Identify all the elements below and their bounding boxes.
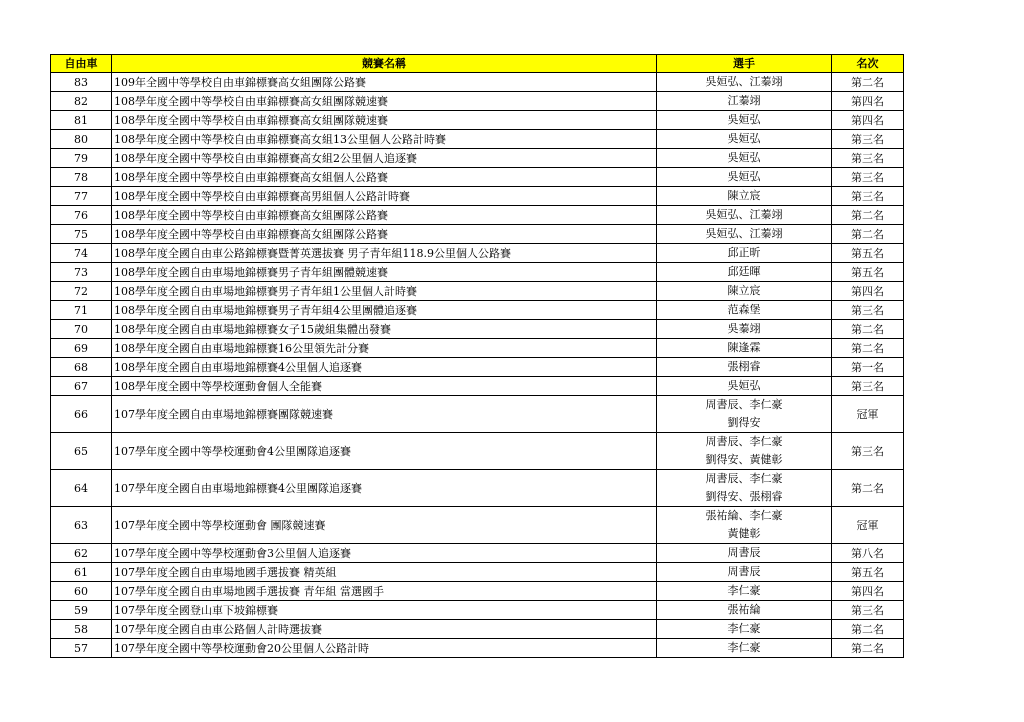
competition-name: 108學年度全國中等學校自由車錦標賽高女組個人公路賽 <box>112 168 657 187</box>
table-row <box>51 470 904 507</box>
rank: 第三名 <box>832 130 904 149</box>
row-number: 62 <box>51 544 112 563</box>
competition-name: 108學年度全國自由車公路錦標賽暨菁英選拔賽 男子青年組118.9公里個人公路賽 <box>112 244 657 263</box>
table-row <box>51 563 904 582</box>
player-name: 李仁豪 <box>727 622 761 635</box>
rank: 第四名 <box>832 582 904 601</box>
player-name: 張祐綸、李仁豪 <box>705 509 783 522</box>
player-cell <box>657 149 832 168</box>
player-cell <box>657 187 832 206</box>
player-name: 吳姮弘 <box>727 113 761 126</box>
competition-name: 107學年度全國自由車場地錦標賽4公里團隊追逐賽 <box>112 470 657 507</box>
row-number: 59 <box>51 601 112 620</box>
row-number: 76 <box>51 206 112 225</box>
row-number: 82 <box>51 92 112 111</box>
player-name: 范森堡 <box>727 303 761 316</box>
header-rank: 名次 <box>832 55 904 73</box>
table-row <box>51 225 904 244</box>
table-row <box>51 620 904 639</box>
player-cell <box>657 73 832 92</box>
rank: 冠軍 <box>832 396 904 433</box>
table-row <box>51 601 904 620</box>
table-row <box>51 433 904 470</box>
competition-name: 108學年度全國自由車場地錦標賽男子青年組1公里個人計時賽 <box>112 282 657 301</box>
results-table <box>50 54 904 658</box>
competition-name: 109年全國中等學校自由車錦標賽高女組團隊公路賽 <box>112 73 657 92</box>
player-cell <box>657 358 832 377</box>
player-name: 吳蓁翊 <box>727 322 761 335</box>
row-number: 63 <box>51 507 112 544</box>
header-no: 自由車 <box>51 55 112 73</box>
player-cell <box>657 601 832 620</box>
rank: 第二名 <box>832 639 904 658</box>
competition-name: 108學年度全國自由車場地錦標賽女子15歲組集體出發賽 <box>112 320 657 339</box>
row-number: 68 <box>51 358 112 377</box>
table-row <box>51 320 904 339</box>
player-cell <box>657 582 832 601</box>
competition-name: 107學年度全國中等學校運動會3公里個人追逐賽 <box>112 544 657 563</box>
rank: 第五名 <box>832 563 904 582</box>
rank: 第二名 <box>832 225 904 244</box>
row-number: 75 <box>51 225 112 244</box>
rank: 第三名 <box>832 149 904 168</box>
table-row <box>51 301 904 320</box>
table-row <box>51 639 904 658</box>
player-name: 邱正昕 <box>727 246 761 259</box>
player-cell <box>657 563 832 582</box>
rank: 第二名 <box>832 470 904 507</box>
table-row <box>51 130 904 149</box>
competition-name: 107學年度全國自由車場地國手選拔賽 青年組 當選國手 <box>112 582 657 601</box>
rank: 第五名 <box>832 263 904 282</box>
player-cell <box>657 396 832 433</box>
header-row <box>51 55 904 73</box>
row-number: 83 <box>51 73 112 92</box>
competition-name: 107學年度全國自由車場地國手選拔賽 精英組 <box>112 563 657 582</box>
competition-name: 108學年度全國中等學校運動會個人全能賽 <box>112 377 657 396</box>
player-name: 李仁豪 <box>727 584 761 597</box>
table-row <box>51 396 904 433</box>
player-name: 吳姮弘 <box>727 170 761 183</box>
player-name: 吳姮弘 <box>727 151 761 164</box>
table-row <box>51 582 904 601</box>
header-player: 選手 <box>657 55 832 73</box>
competition-name: 108學年度全國自由車場地錦標賽16公里領先計分賽 <box>112 339 657 358</box>
row-number: 67 <box>51 377 112 396</box>
table-row <box>51 73 904 92</box>
row-number: 69 <box>51 339 112 358</box>
row-number: 81 <box>51 111 112 130</box>
row-number: 61 <box>51 563 112 582</box>
table-row <box>51 263 904 282</box>
rank: 第四名 <box>832 282 904 301</box>
rank: 第二名 <box>832 73 904 92</box>
player-cell <box>657 544 832 563</box>
rank: 第三名 <box>832 433 904 470</box>
table-row <box>51 358 904 377</box>
player-cell <box>657 282 832 301</box>
player-name: 陳立宸 <box>727 284 761 297</box>
competition-name: 107學年度全國中等學校運動會 團隊競速賽 <box>112 507 657 544</box>
competition-name: 108學年度全國中等學校自由車錦標賽高女組團隊競速賽 <box>112 111 657 130</box>
player-cell <box>657 620 832 639</box>
row-number: 80 <box>51 130 112 149</box>
player-name: 陳立宸 <box>727 189 761 202</box>
competition-name: 107學年度全國自由車公路個人計時選拔賽 <box>112 620 657 639</box>
player-name: 劉得安、張栩睿 <box>705 490 783 503</box>
player-name: 周書辰 <box>727 565 761 578</box>
player-cell <box>657 301 832 320</box>
row-number: 74 <box>51 244 112 263</box>
player-cell <box>657 470 832 507</box>
player-name: 陳逢霖 <box>727 341 761 354</box>
table-row <box>51 507 904 544</box>
player-name: 周書辰、李仁豪 <box>705 398 783 411</box>
row-number: 79 <box>51 149 112 168</box>
row-number: 57 <box>51 639 112 658</box>
player-name: 吳姮弘 <box>727 132 761 145</box>
table-row <box>51 244 904 263</box>
results-body <box>51 73 904 658</box>
rank: 第四名 <box>832 92 904 111</box>
player-cell <box>657 130 832 149</box>
player-cell <box>657 339 832 358</box>
competition-name: 108學年度全國自由車場地錦標賽4公里個人追逐賽 <box>112 358 657 377</box>
row-number: 78 <box>51 168 112 187</box>
player-name: 周書辰、李仁豪 <box>705 472 783 485</box>
player-cell <box>657 244 832 263</box>
player-name: 張栩睿 <box>727 360 761 373</box>
row-number: 72 <box>51 282 112 301</box>
row-number: 77 <box>51 187 112 206</box>
row-number: 66 <box>51 396 112 433</box>
competition-name: 108學年度全國中等學校自由車錦標賽高女組團隊公路賽 <box>112 225 657 244</box>
rank: 第三名 <box>832 601 904 620</box>
rank: 第一名 <box>832 358 904 377</box>
rank: 冠軍 <box>832 507 904 544</box>
row-number: 65 <box>51 433 112 470</box>
competition-name: 108學年度全國中等學校自由車錦標賽高女組2公里個人追逐賽 <box>112 149 657 168</box>
rank: 第二名 <box>832 206 904 225</box>
competition-name: 108學年度全國中等學校自由車錦標賽高女組團隊公路賽 <box>112 206 657 225</box>
player-cell <box>657 433 832 470</box>
competition-name: 107學年度全國中等學校運動會20公里個人公路計時 <box>112 639 657 658</box>
competition-name: 108學年度全國中等學校自由車錦標賽高女組團隊競速賽 <box>112 92 657 111</box>
player-cell <box>657 111 832 130</box>
table-row <box>51 377 904 396</box>
table-row <box>51 168 904 187</box>
player-name: 周書辰、李仁豪 <box>705 435 783 448</box>
header-name: 競賽名稱 <box>112 55 657 73</box>
player-cell <box>657 507 832 544</box>
player-name: 李仁豪 <box>727 641 761 654</box>
table-row <box>51 187 904 206</box>
player-name: 黃健彰 <box>727 527 761 540</box>
player-cell <box>657 263 832 282</box>
row-number: 58 <box>51 620 112 639</box>
competition-name: 108學年度全國中等學校自由車錦標賽高男組個人公路計時賽 <box>112 187 657 206</box>
player-name: 周書辰 <box>727 546 761 559</box>
player-name: 邱廷暉 <box>727 265 761 278</box>
rank: 第八名 <box>832 544 904 563</box>
competition-name: 108學年度全國中等學校自由車錦標賽高女組13公里個人公路計時賽 <box>112 130 657 149</box>
rank: 第五名 <box>832 244 904 263</box>
rank: 第三名 <box>832 377 904 396</box>
player-cell <box>657 92 832 111</box>
rank: 第三名 <box>832 301 904 320</box>
row-number: 64 <box>51 470 112 507</box>
player-name: 劉得安、黃健彰 <box>705 453 783 466</box>
table-row <box>51 92 904 111</box>
row-number: 60 <box>51 582 112 601</box>
rank: 第二名 <box>832 320 904 339</box>
player-name: 江蓁翊 <box>727 94 761 107</box>
competition-name: 108學年度全國自由車場地錦標賽男子青年組4公里團體追逐賽 <box>112 301 657 320</box>
player-name: 張祐綸 <box>727 603 761 616</box>
table-row <box>51 544 904 563</box>
table-row <box>51 206 904 225</box>
player-cell <box>657 168 832 187</box>
player-name: 吳姮弘、江蓁翊 <box>705 208 783 221</box>
rank: 第三名 <box>832 187 904 206</box>
table-row <box>51 282 904 301</box>
player-cell <box>657 639 832 658</box>
competition-name: 107學年度全國登山車下坡錦標賽 <box>112 601 657 620</box>
player-cell <box>657 377 832 396</box>
player-cell <box>657 320 832 339</box>
player-name: 劉得安 <box>727 416 761 429</box>
competition-name: 107學年度全國自由車場地錦標賽團隊競速賽 <box>112 396 657 433</box>
player-name: 吳姮弘、江蓁翊 <box>705 227 783 240</box>
rank: 第四名 <box>832 111 904 130</box>
rank: 第二名 <box>832 339 904 358</box>
player-cell <box>657 225 832 244</box>
rank: 第三名 <box>832 168 904 187</box>
competition-name: 107學年度全國中等學校運動會4公里團隊追逐賽 <box>112 433 657 470</box>
row-number: 71 <box>51 301 112 320</box>
player-name: 吳姮弘、江蓁翊 <box>705 75 783 88</box>
table-row <box>51 339 904 358</box>
player-cell <box>657 206 832 225</box>
table-row <box>51 149 904 168</box>
row-number: 73 <box>51 263 112 282</box>
rank: 第二名 <box>832 620 904 639</box>
competition-name: 108學年度全國自由車場地錦標賽男子青年組團體競速賽 <box>112 263 657 282</box>
row-number: 70 <box>51 320 112 339</box>
player-name: 吳姮弘 <box>727 379 761 392</box>
table-row <box>51 111 904 130</box>
